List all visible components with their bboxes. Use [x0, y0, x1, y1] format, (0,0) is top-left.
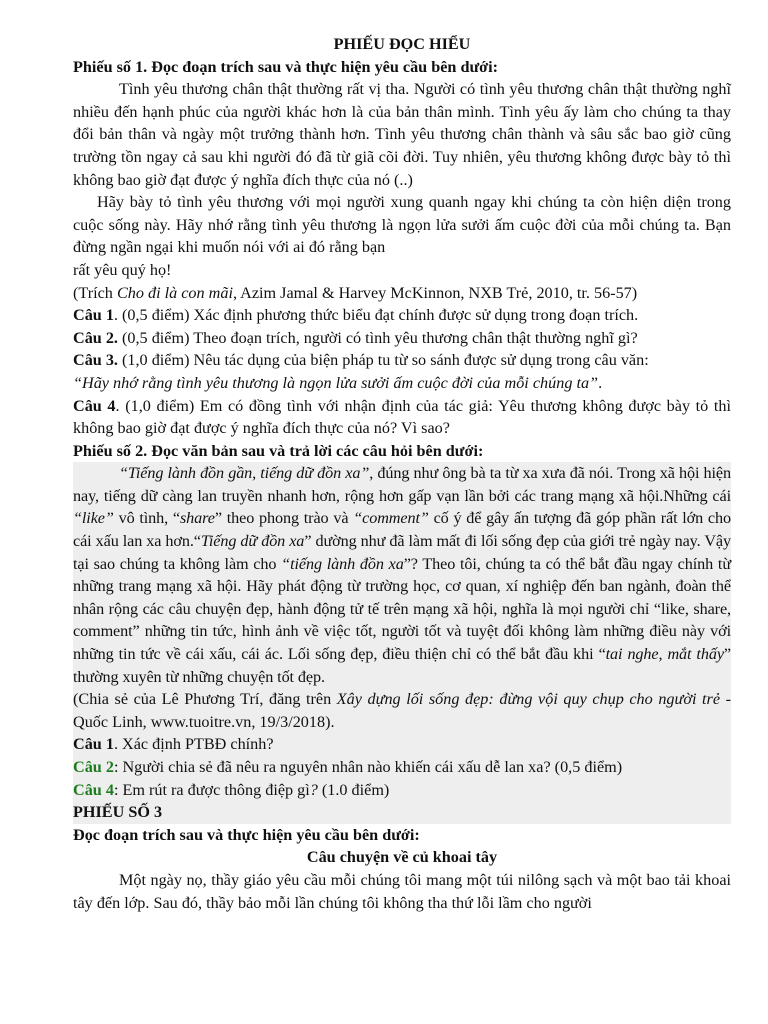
passage-segment: share [179, 509, 215, 528]
source-prefix: (Trích [73, 283, 117, 302]
passage-segment: “like” [73, 509, 114, 528]
passage-segment: ” theo phong trào và [214, 509, 354, 528]
passage-segment: Tiếng dữ đồn xa [200, 532, 305, 551]
question-mark: ? [309, 780, 318, 799]
question-text: . (1,0 điểm) Em có đồng tình với nhận định của tác giả: Yêu thương không được bày tỏ thì không bao giờ đạt được ý nghĩa đích thực của nó? Vì sao? [73, 396, 732, 438]
worksheet-1-heading: Phiếu số 1. Đọc đoạn trích sau và thực hiện yêu cầu bên dưới: [73, 57, 499, 76]
passage-segment: ” dường như đã làm mất đi lối sống đẹp của giới trẻ ngày nay. Vậy tại sao chúng ta không làm cho [73, 532, 731, 573]
worksheet-1-question-3 [73, 349, 731, 394]
worksheet-2-question-4 [73, 779, 731, 802]
source-article-title: Xây dựng lối sống đẹp: đừng vội quy chụp cho người trẻ [336, 690, 721, 709]
worksheet-2-source [73, 688, 731, 733]
passage-segment: ”? Theo tôi, chúng ta có thể bắt đầu ngay chính từ những trang mạng xã hội. Hãy phát động từ trường học, cơ quan, xí nghiệp đến ban ngành, đoàn thể nhân rộng các câu chuyện đẹp, hành động tử tế trên mạng xã hội, nghĩa là mọi người chỉ “like, share, comment” những tin tức, hình ảnh về việc tốt, người tốt và tuyệt đối không làm những điều này với những tin tức về cái xấu, cái ác. Lối sống đẹp, điều thiện chỉ có thể bắt đầu khi “ [73, 554, 731, 664]
source-details: , Azim Jamal & Harvey McKinnon, NXB Trẻ, 2010, tr. 56-57) [232, 283, 638, 302]
passage-segment: “comment” [353, 509, 429, 528]
question-text: (0,5 điểm) Theo đoạn trích, người có tình yêu thương chân thật thường nghĩ gì? [117, 328, 638, 347]
passage-segment: ” thường xuyên từ những chuyện tốt đẹp. [73, 645, 731, 686]
question-quote: “Hãy nhớ rằng tình yêu thương là ngọn lửa sưởi ấm cuộc đời của mỗi chúng ta” [73, 373, 599, 392]
question-label: Câu 3. [73, 351, 118, 370]
worksheet-1-source [73, 282, 731, 305]
question-label: Câu 2. [73, 328, 118, 347]
worksheet-3-subheading: Đọc đoạn trích sau và thực hiện yêu cầu bên dưới: [73, 825, 420, 844]
page-title: PHIẾU ĐỌC HIỂU [333, 35, 471, 53]
question-points: (1.0 điểm) [317, 780, 390, 799]
question-text: (1,0 điểm) Nêu tác dụng của biện pháp tu từ so sánh được sử dụng trong câu văn: [117, 351, 649, 370]
source-book-title: Cho đi là con mãi [116, 283, 233, 302]
question-label: Câu 1 [73, 735, 114, 754]
passage-segment: , đúng như ông bà ta từ xa xưa đã nói. Trong xã hội hiện nay, tiếng dữ càng lan truyền nhanh hơn, rộng hơn gấp vạn lần bởi các trang mạng xã hội.Những cái [73, 464, 731, 505]
question-text: : Em rút ra được thông điệp gì [113, 780, 310, 799]
worksheet-1-paragraph-1: Tình yêu thương chân thật thường rất vị tha. Người có tình yêu thương chân thật thường nghĩ nhiều đến hạnh phúc của người khác hơn là của bản thân mình. Tình yêu ấy làm cho chúng ta thay đổi bản thân và ngày một trưởng thành hơn. Tình yêu thương chân thành và sâu sắc bao giờ cũng trường tồn ngay cả sau khi người đó đã từ giã cõi đời. Tuy nhiên, yêu thương không được bày tỏ thì không bao giờ đạt được ý nghĩa đích thực của nó (..) [73, 80, 731, 189]
passage-segment: “tiếng lành đồn xa [281, 554, 404, 573]
question-text: . (0,5 điểm) Xác định phương thức biểu đạt chính được sử dụng trong đoạn trích. [113, 306, 639, 325]
question-text: . Xác định PTBĐ chính? [113, 735, 274, 754]
worksheet-1-paragraph-2-end: rất yêu quý họ! [73, 260, 172, 279]
worksheet-2-question-1 [73, 733, 731, 756]
source-prefix: (Chia sẻ của Lê Phương Trí, đăng trên [73, 690, 337, 709]
worksheet-2-passage [73, 462, 731, 688]
question-label: Câu 2 [73, 758, 114, 776]
worksheet-3-passage: Một ngày nọ, thầy giáo yêu cầu mỗi chúng tôi mang một túi nilông sạch và một bao tải khoai tây đến lớp. Sau đó, thầy bảo mỗi lần chúng tôi không tha thứ lỗi lầm cho người [73, 870, 731, 912]
worksheet-1-question-1 [73, 304, 731, 327]
source-details: - Quốc Linh, www.tuoitre.vn, 19/3/2018). [73, 690, 731, 731]
story-title: Câu chuyện về củ khoai tây [306, 848, 498, 867]
question-label: Câu 4 [73, 780, 114, 799]
worksheet-1-question-2 [73, 327, 731, 350]
passage-segment: “Tiếng lành đồn gần, tiếng dữ đồn xa” [119, 464, 370, 483]
worksheet-2-shaded-block [73, 462, 731, 824]
worksheet-2-heading: Phiếu số 2. Đọc văn bản sau và trả lời các câu hỏi bên dưới: [73, 441, 484, 460]
question-label: Câu 4 [73, 396, 116, 415]
passage-segment: tai nghe, mắt thấy [605, 645, 724, 664]
worksheet-2-question-2 [73, 756, 731, 779]
passage-segment: vô tình, “ [113, 509, 180, 528]
worksheet-1-question-4 [73, 395, 731, 440]
worksheet-1-paragraph-2: Hãy bày tỏ tình yêu thương với mọi người xung quanh ngay khi chúng ta còn hiện diện trong cuộc sống này. Hãy nhớ rằng tình yêu thương là ngọn lửa sưởi ấm cuộc đời của mỗi chúng ta. Bạn đừng ngần ngại khi muốn nói với ai đó rằng bạn [73, 193, 731, 257]
passage-segment: cố ý để gây ấn tượng đã góp phần rất lớn cho cái xấu lan xa hơn.“ [73, 509, 731, 551]
question-quote-end: . [598, 373, 603, 392]
worksheet-3-heading: PHIẾU SỐ 3 [73, 803, 163, 822]
document-content [73, 33, 731, 914]
question-text: : Người chia sẻ đã nêu ra nguyên nhân nào khiến cái xấu dễ lan xa? (0,5 điểm) [113, 758, 623, 776]
question-label: Câu 1 [73, 306, 114, 325]
